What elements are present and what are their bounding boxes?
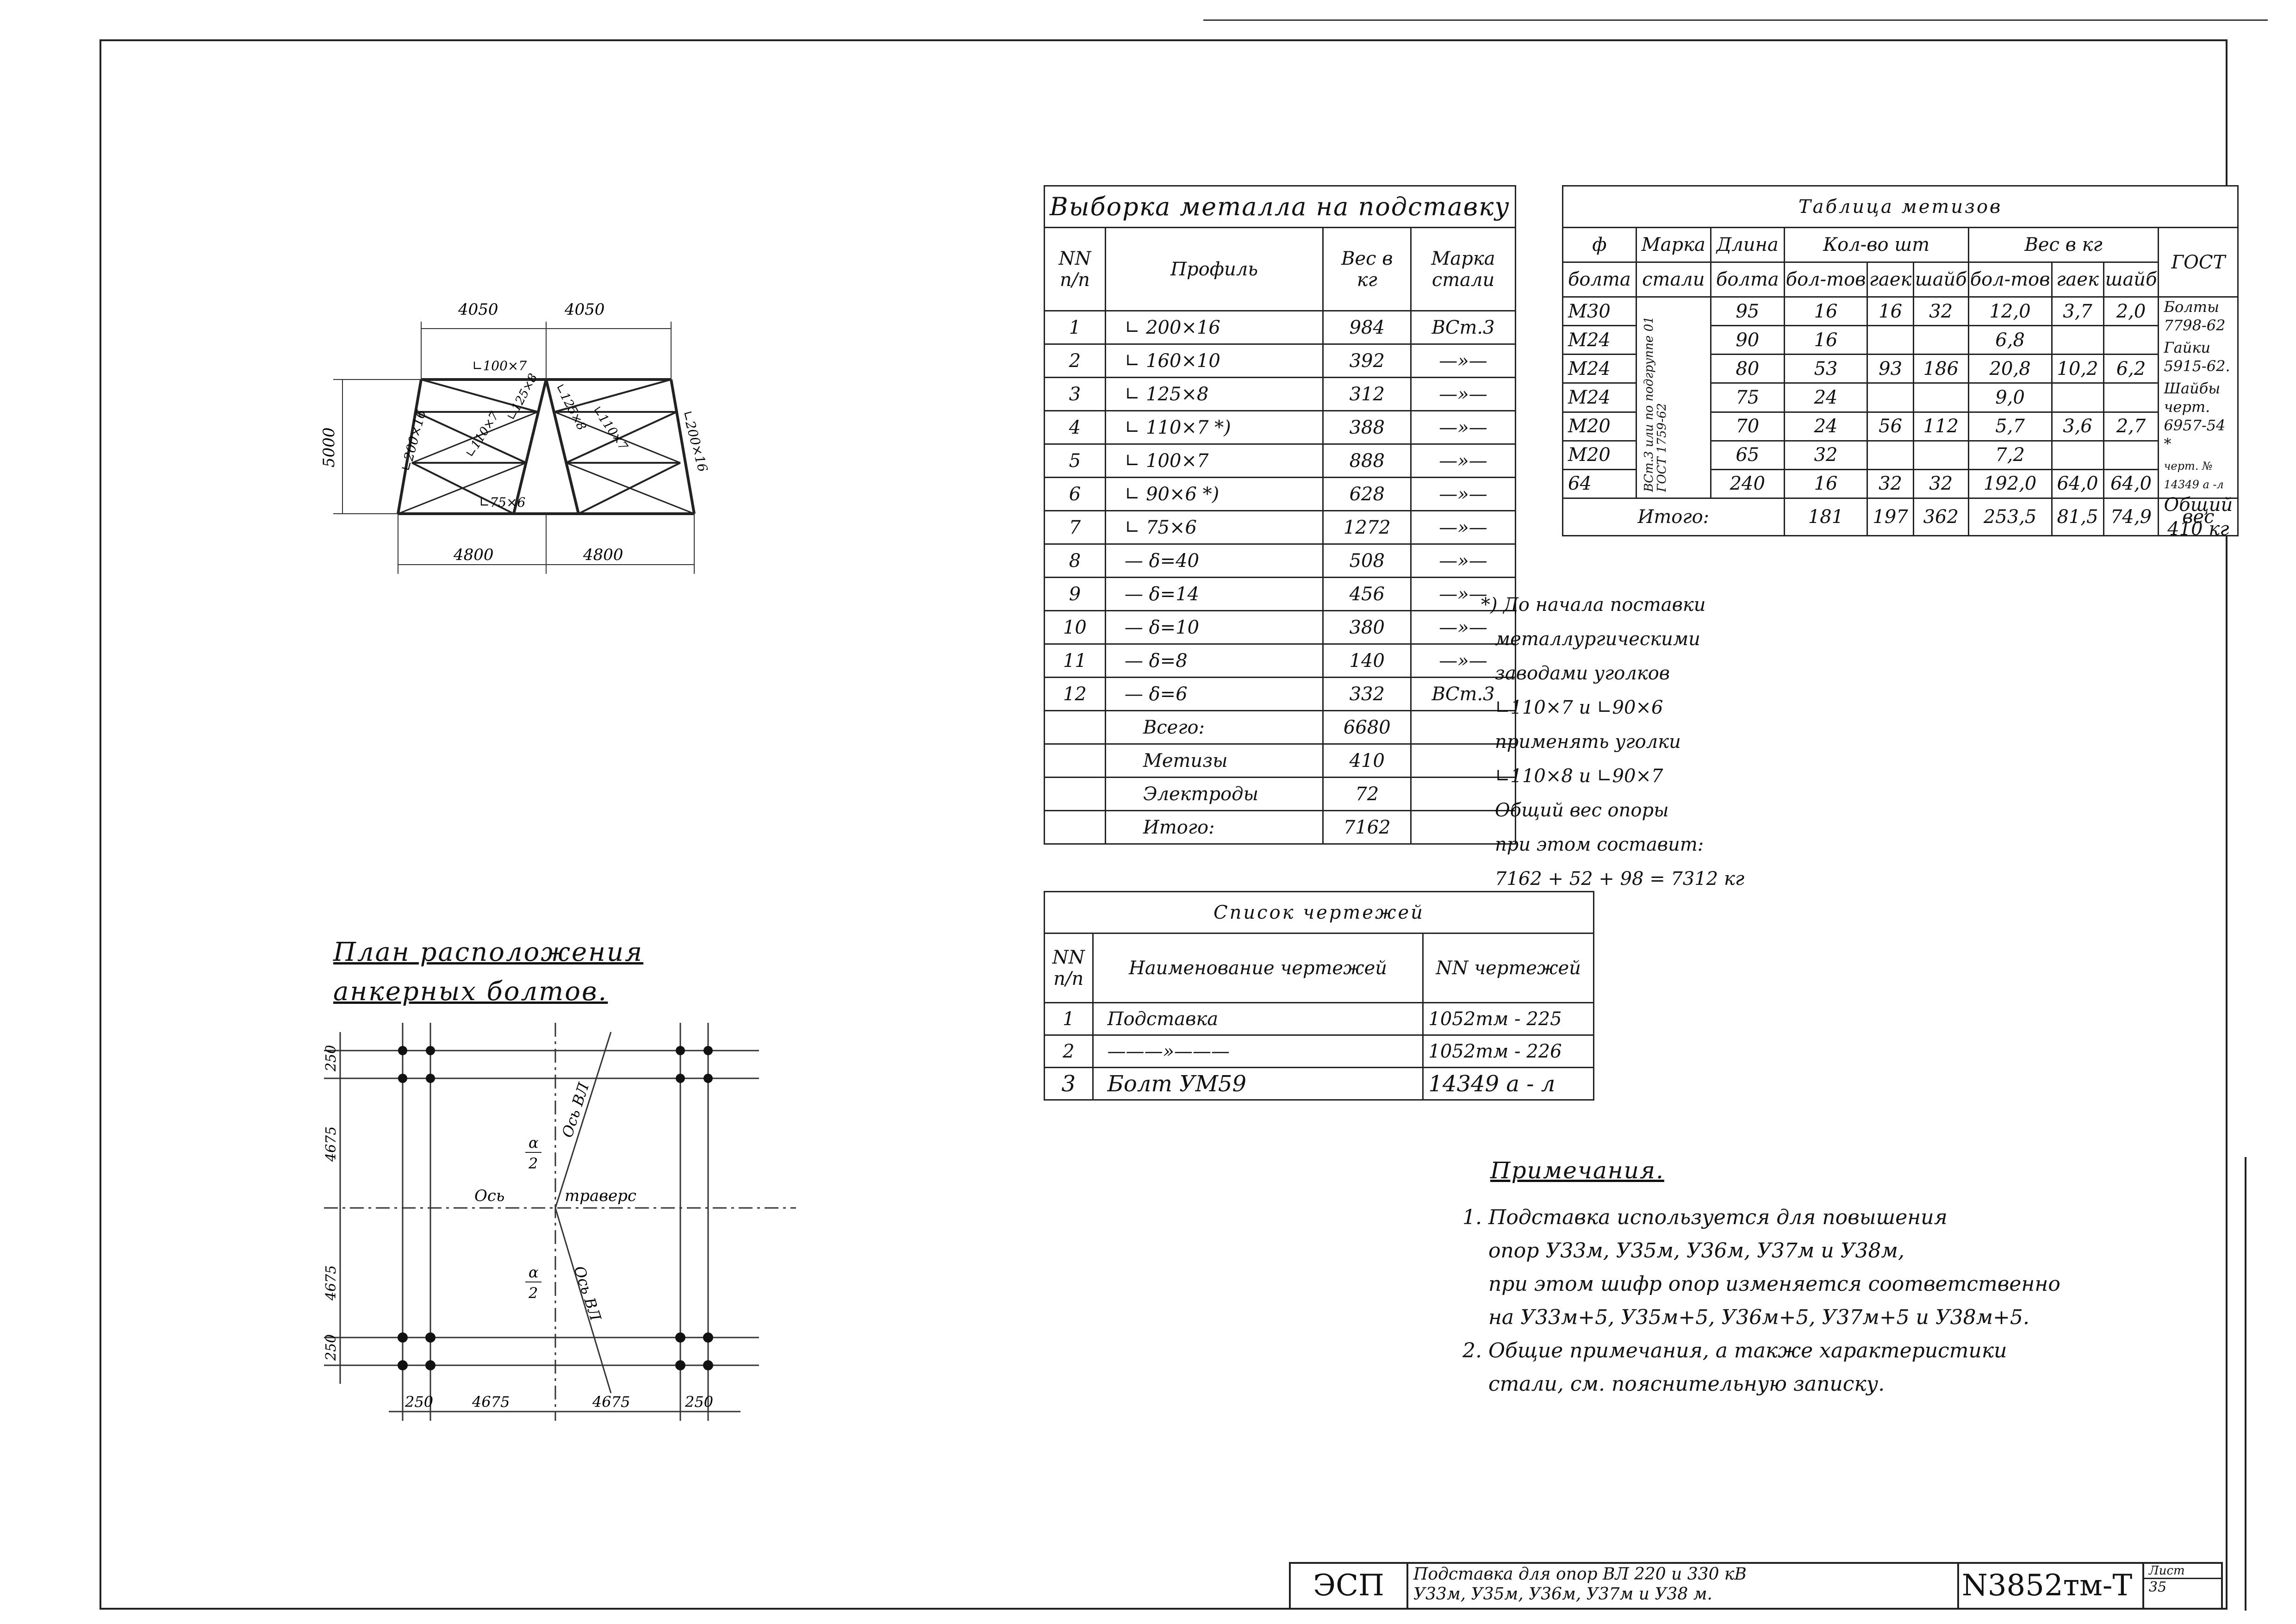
note-line: стали, см. пояснительную записку. [1462,1372,1885,1396]
stamp-number: N3852тм-Т [1957,1564,2135,1608]
metal-row-steel: —»— [1411,544,1515,578]
fast-w-bolts: 20,8 [1968,355,2052,383]
metal-row-weight: 984 [1323,311,1411,344]
h-sub-bolts-w: бол-тов [1968,262,2052,297]
fast-w-washers: 64,0 [2103,469,2159,498]
frame-top-line [1203,19,2268,21]
metal-row-profile: ∟ 200×16 [1105,311,1323,344]
stamp-sheet-value: 35 [2149,1579,2167,1595]
metal-total-blank [1045,811,1106,844]
fasteners-total-1: 181 [1784,498,1867,536]
dim-height: 5000 [320,427,338,467]
fasteners-row [1563,297,2238,326]
dim-v-1: 250 [323,1045,339,1071]
label-diag-right: ∟125×8 [552,381,589,433]
fast-diam: М20 [1563,441,1636,469]
metal-total-label: Всего: [1105,711,1323,744]
metal-row-profile: ∟ 100×7 [1105,444,1323,478]
fast-qty-nuts [1867,326,1913,355]
metal-row-num: 10 [1045,611,1106,644]
fast-gost-item: черт. № 14349 а -л [2164,460,2224,491]
footnote-line: при этом составит: [1495,834,1704,855]
fast-gost-item: Шайбы черт. 6957-54 * [2164,380,2226,453]
fast-length: 80 [1711,355,1784,383]
metal-row-profile: ∟ 90×6 *) [1105,478,1323,511]
metal-total-value: 7162 [1323,811,1411,844]
metal-row-steel: —»— [1411,578,1515,611]
drawing-row-name: ———»——— [1093,1035,1423,1068]
metal-row-num: 5 [1045,444,1106,478]
fast-length: 65 [1711,441,1784,469]
fast-length: 90 [1711,326,1784,355]
fast-qty-bolts: 16 [1784,326,1867,355]
fast-w-bolts: 9,0 [1968,383,2052,412]
fast-w-washers: 2,7 [2103,412,2159,441]
metal-row-profile: ∟ 110×7 *) [1105,411,1323,444]
fast-qty-washers: 186 [1913,355,1968,383]
title-block-stamp [1289,1562,2223,1610]
axis-traverse-right: траверс [565,1187,636,1205]
metal-row-weight: 888 [1323,444,1411,478]
fast-w-bolts: 6,8 [1968,326,2052,355]
footnote-line: заводами уголков [1495,663,1670,684]
metal-row-steel: —»— [1411,344,1515,378]
h-gost: ГОСТ [2159,228,2238,297]
alpha-top-den: 2 [529,1155,538,1172]
fast-w-nuts [2052,441,2103,469]
footnote-block [1481,588,1744,896]
metal-row-num: 1 [1045,311,1106,344]
metal-row-steel: ВСт.3 [1411,678,1515,711]
metal-row [1045,544,1516,578]
drawing-row-num: 1 [1045,1003,1093,1035]
h-sub-nuts: гаек [1867,262,1913,297]
metal-row-weight: 380 [1323,611,1411,644]
metal-row [1045,578,1516,611]
fast-w-nuts: 10,2 [2052,355,2103,383]
metal-row [1045,311,1516,344]
drawing-row-code: 14349 а - л [1423,1068,1594,1100]
h-sub-washers-w: шайб [2103,262,2159,297]
metal-row-steel: —»— [1411,644,1515,678]
metal-row-weight: 388 [1323,411,1411,444]
metal-total-row [1045,811,1516,844]
note-line: 1. Подставка используется для повышения [1462,1206,1948,1229]
metal-table-title: Выборка металла на подставку [1045,186,1516,228]
metal-row-num: 7 [1045,511,1106,544]
note-line: на У33м+5, У35м+5, У36м+5, У37м+5 и У38м+5. [1462,1306,2029,1329]
drawing-row-code: 1052тм - 225 [1423,1003,1594,1035]
fast-qty-washers: 112 [1913,412,1968,441]
metal-row-weight: 628 [1323,478,1411,511]
stamp-title-1: Подставка для опор ВЛ 220 и 330 кВ [1413,1565,1747,1584]
metal-total-value: 72 [1323,778,1411,811]
footnote-line: металлургическими [1495,628,1700,650]
notes-body [1462,1201,2060,1401]
drawing-row [1045,1068,1594,1100]
metal-total-label: Итого: [1105,811,1323,844]
anchor-plan-title-2: анкерных болтов. [333,977,608,1007]
metal-total-label: Метизы [1105,744,1323,778]
fast-steel-vertical-text: ВСт.3 или по подгруппе 01 ГОСТ 1759-62 [1642,316,1669,492]
metal-row [1045,678,1516,711]
metal-row-profile: — δ=8 [1105,644,1323,678]
metal-row-profile: ∟ 160×10 [1105,344,1323,378]
h-sub-nuts-w: гаек [2052,262,2103,297]
dim-h-3: 4675 [592,1393,630,1411]
metal-row [1045,444,1516,478]
label-top-chord: ∟100×7 [472,358,527,373]
fast-diam: М24 [1563,355,1636,383]
metal-row-weight: 312 [1323,378,1411,411]
fast-diam: М30 [1563,297,1636,326]
label-diag-left: ∟110×7 [463,409,502,460]
h-qty: Кол-во шт [1784,228,1968,262]
drawing-row-num: 2 [1045,1035,1093,1068]
stamp-org: ЭСП [1291,1564,1408,1608]
fasteners-total-5: 81,5 [2052,498,2103,536]
fast-qty-bolts: 53 [1784,355,1867,383]
footnote-line: 7162 + 52 + 98 = 7312 кг [1495,868,1745,890]
metal-row [1045,644,1516,678]
metal-row-profile: — δ=10 [1105,611,1323,644]
stamp-title-2: У33м, У35м, У36м, У37м и У38 м. [1413,1585,1712,1604]
h-weight: Вес в кг [1968,228,2159,262]
fasteners-total-2: 197 [1867,498,1913,536]
metal-row [1045,478,1516,511]
dim-h-4: 250 [685,1393,714,1411]
fast-w-washers [2103,326,2159,355]
metal-row-profile: ∟ 125×8 [1105,378,1323,411]
metal-row [1045,344,1516,378]
h-diam-2: болта [1563,262,1636,297]
fast-qty-nuts: 56 [1867,412,1913,441]
metal-row-weight: 140 [1323,644,1411,678]
fast-w-washers [2103,383,2159,412]
fast-w-washers [2103,441,2159,469]
drawing-row-code: 1052тм - 226 [1423,1035,1594,1068]
fast-length: 95 [1711,297,1784,326]
metal-row-profile: — δ=6 [1105,678,1323,711]
tower-elevation-drawing [296,287,713,611]
fast-qty-bolts: 16 [1784,297,1867,326]
metal-row [1045,378,1516,411]
h-diam-1: ф [1563,228,1636,262]
footnote-line: *) До начала поставки [1481,594,1706,616]
fasteners-total-6: 74,9 [2103,498,2159,536]
fast-length: 70 [1711,412,1784,441]
fast-qty-nuts: 93 [1867,355,1913,383]
h-len-2: болта [1711,262,1784,297]
metal-row-steel: —»— [1411,511,1515,544]
alpha-top-num: α [529,1134,539,1151]
fast-w-nuts: 3,6 [2052,412,2103,441]
metal-header-profile: Профиль [1105,228,1323,311]
h-len-1: Длина [1711,228,1784,262]
metal-row-weight: 332 [1323,678,1411,711]
metal-row-profile: — δ=40 [1105,544,1323,578]
stamp-sheet-label: Лист [2144,1564,2223,1579]
fast-qty-nuts: 16 [1867,297,1913,326]
metal-total-blank [1045,778,1106,811]
fast-qty-washers [1913,383,1968,412]
anchor-plan-title-1: План расположения [333,937,644,967]
drawing-row [1045,1035,1594,1068]
fast-gost-item: Болты 7798-62 [2164,298,2226,334]
fast-qty-washers: 32 [1913,297,1968,326]
dim-h-1: 250 [405,1393,434,1411]
metal-row-steel: —»— [1411,478,1515,511]
label-left-leg: ∟200×16 [398,408,429,473]
fast-w-washers: 6,2 [2103,355,2159,383]
drawing-row-name: Болт УМ59 [1093,1068,1423,1100]
dim-v-4: 250 [323,1334,339,1361]
metal-row-weight: 508 [1323,544,1411,578]
fast-gost-cell [2159,297,2238,498]
metal-row-num: 9 [1045,578,1106,611]
metal-row-weight: 1272 [1323,511,1411,544]
fast-qty-washers: 32 [1913,469,1968,498]
metal-row [1045,411,1516,444]
label-diag-right-2: ∟110×7 [590,403,630,453]
metal-row-num: 6 [1045,478,1106,511]
metal-row-num: 8 [1045,544,1106,578]
alpha-bottom-num: α [529,1263,539,1281]
fasteners-total-label: Итого: [1563,498,1785,536]
metal-total-blank [1045,711,1106,744]
fast-qty-washers [1913,441,1968,469]
note-line: опор У33м, У35м, У36м, У37м и У38м, [1462,1239,1904,1263]
fast-gost-item: Гайки 5915-62. [2164,339,2230,375]
metal-total-row [1045,778,1516,811]
metal-selection-table [1044,185,1516,845]
metal-row-steel: —»— [1411,444,1515,478]
fast-w-bolts: 192,0 [1968,469,2052,498]
fasteners-total-3: 362 [1913,498,1968,536]
label-bottom: ∟75×6 [479,495,526,510]
drawings-header-num: NN п/п [1045,933,1093,1003]
fasteners-table [1562,185,2239,540]
metal-row-steel: —»— [1411,378,1515,411]
fast-w-nuts [2052,383,2103,412]
fast-qty-bolts: 24 [1784,412,1867,441]
label-right-leg: ∟200×16 [679,409,711,474]
drawings-list-table [1044,891,1594,1101]
fast-w-nuts: 3,7 [2052,297,2103,326]
footnote-line: Общий вес опоры [1495,800,1669,821]
dim-h-2: 4675 [472,1393,510,1411]
fast-w-bolts: 5,7 [1968,412,2052,441]
metal-row-num: 2 [1045,344,1106,378]
fast-w-bolts: 12,0 [1968,297,2052,326]
drawing-row-num: 3 [1045,1068,1093,1100]
fast-steel-vertical [1636,297,1711,498]
metal-total-value: 6680 [1323,711,1411,744]
dim-bottom-left: 4800 [454,546,494,564]
fast-qty-bolts: 24 [1784,383,1867,412]
h-mark-2: стали [1636,262,1711,297]
dim-top-left: 4050 [458,300,498,319]
metal-total-row [1045,744,1516,778]
metal-row-steel: —»— [1411,411,1515,444]
fast-qty-nuts [1867,441,1913,469]
axis-vl-top: Ось ВЛ [558,1080,593,1140]
metal-row-steel: ВСт.3 [1411,311,1515,344]
fast-w-bolts: 7,2 [1968,441,2052,469]
axis-traverse-left: Ось [474,1187,505,1205]
metal-header-weight: Вес в кг [1323,228,1411,311]
fast-diam: 64 [1563,469,1636,498]
alpha-bottom-den: 2 [529,1284,538,1302]
metal-row [1045,611,1516,644]
h-mark-1: Марка [1636,228,1711,262]
metal-row-num: 12 [1045,678,1106,711]
metal-total-row [1045,711,1516,744]
metal-row-profile: ∟ 75×6 [1105,511,1323,544]
fast-diam: М20 [1563,412,1636,441]
fasteners-title: Таблица метизов [1563,186,2238,228]
metal-row [1045,511,1516,544]
metal-row-num: 4 [1045,411,1106,444]
drawing-row [1045,1003,1594,1035]
fast-qty-bolts: 32 [1784,441,1867,469]
metal-row-steel: —»— [1411,611,1515,644]
h-sub-washers: шайб [1913,262,1968,297]
fasteners-total-gost: Общий вес 410 кг [2159,498,2238,536]
metal-row-num: 3 [1045,378,1106,411]
metal-row-weight: 456 [1323,578,1411,611]
fast-qty-washers [1913,326,1968,355]
fast-qty-bolts: 16 [1784,469,1867,498]
note-line: 2. Общие примечания, а также характеристики [1462,1339,2007,1363]
fast-diam: М24 [1563,383,1636,412]
dim-bottom-right: 4800 [583,546,623,564]
h-sub-bolts: бол-тов [1784,262,1867,297]
fast-w-nuts: 64,0 [2052,469,2103,498]
notes-title: Примечания. [1490,1157,1664,1184]
metal-total-value: 410 [1323,744,1411,778]
metal-row-weight: 392 [1323,344,1411,378]
label-diag-left-2: ∟125×8 [504,371,541,423]
footnote-line: применять уголки [1495,731,1681,753]
metal-header-num: NN п/п [1045,228,1106,311]
fast-qty-nuts [1867,383,1913,412]
anchor-bolt-plan [296,1004,805,1449]
note-line: при этом шифр опор изменяется соответственно [1462,1272,2060,1296]
drawing-row-name: Подставка [1093,1003,1423,1035]
fasteners-total-4: 253,5 [1968,498,2052,536]
axis-vl-bottom: Ось ВЛ [570,1263,605,1323]
stamp-sheet-cell [2142,1564,2223,1608]
fast-length: 240 [1711,469,1784,498]
dim-top-right: 4050 [565,300,605,319]
fast-length: 75 [1711,383,1784,412]
metal-total-blank [1045,744,1106,778]
fast-diam: М24 [1563,326,1636,355]
drawings-header-code: NN чертежей [1423,933,1594,1003]
metal-row-profile: — δ=14 [1105,578,1323,611]
footnote-line: ∟110×8 и ∟90×7 [1495,765,1663,787]
drawings-header-name: Наименование чертежей [1093,933,1423,1003]
fast-w-nuts [2052,326,2103,355]
dim-v-2: 4675 [323,1126,339,1162]
footnote-line: ∟110×7 и ∟90×6 [1495,697,1663,718]
metal-total-label: Электроды [1105,778,1323,811]
dim-v-3: 4675 [323,1265,339,1300]
metal-row-num: 11 [1045,644,1106,678]
frame-right-extension [2245,1157,2246,1611]
metal-header-steel: Марка стали [1411,228,1515,311]
drawings-title: Список чертежей [1045,892,1594,933]
fast-qty-nuts: 32 [1867,469,1913,498]
fast-w-washers: 2,0 [2103,297,2159,326]
